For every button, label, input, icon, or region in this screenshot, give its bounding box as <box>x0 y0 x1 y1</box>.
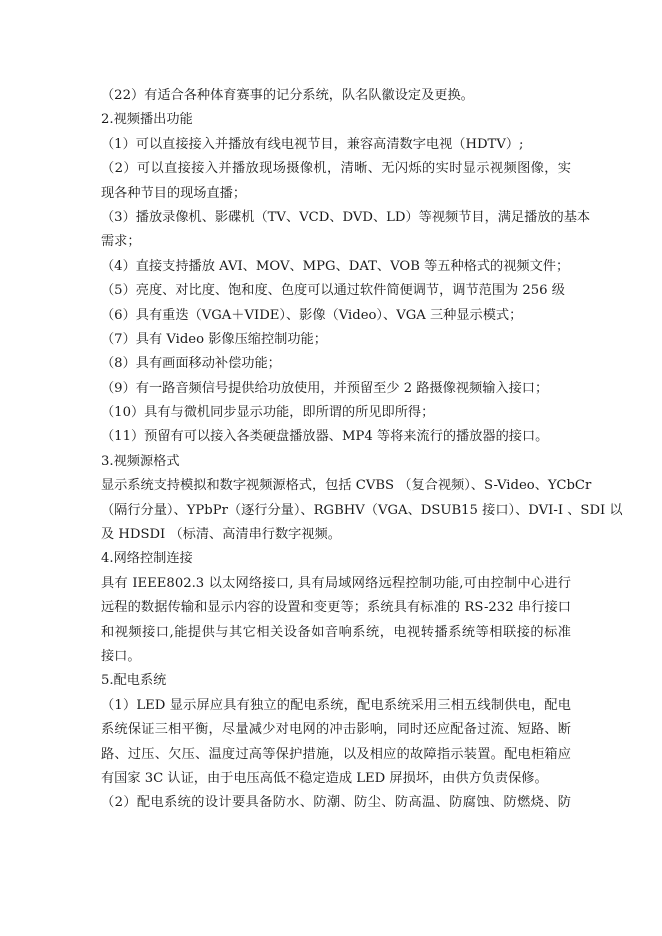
list-item: （2）可以直接接入并播放现场摄像机，清晰、无闪烁的实时显示视频图像，实 <box>101 161 571 177</box>
list-item: （11）预留有可以接入各类硬盘播放器、MP4 等将来流行的播放器的接口。 <box>101 429 549 445</box>
section-heading: 2.视频播出功能 <box>101 112 193 128</box>
list-item: （6）具有重迭（VGA＋VIDE）、影像（Video）、VGA 三种显示模式； <box>101 307 523 323</box>
paragraph-line: 具有 IEEE802.3 以太网络接口, 具有局域网络远程控制功能,可由控制中心进行 <box>101 575 571 591</box>
list-item: （7）具有 Video 影像压缩控制功能； <box>101 331 327 347</box>
paragraph-line: 有国家 3C 认证，由于电压高低不稳定造成 LED 屏损坏，由供方负责保修。 <box>101 770 548 786</box>
paragraph-line: 远程的数据传输和显示内容的设置和变更等；系统具有标准的 RS-232 串行接口 <box>101 600 571 616</box>
list-item: （1）可以直接接入并播放有线电视节目，兼容高清数字电视（HDTV）; <box>101 136 524 152</box>
list-item: （3）播放录像机、影碟机（TV、VCD、DVD、LD）等视频节目，满足播放的基本 <box>101 209 591 225</box>
list-item: （22）有适合各种体育赛事的记分系统，队名队徽设定及更换。 <box>101 88 474 103</box>
paragraph-line: 接口。 <box>101 648 141 664</box>
list-item: （2）配电系统的设计要具备防水、防潮、防尘、防高温、防腐蚀、防燃烧、防 <box>101 795 571 811</box>
paragraph-line: 系统保证三相平衡，尽量减少对电网的冲击影响，同时还应配备过流、短路、断 <box>101 722 571 738</box>
paragraph-line: 和视频接口,能提供与其它相关设备如音响系统，电视转播系统等相联接的标准 <box>101 624 571 640</box>
section-heading: 3.视频源格式 <box>101 453 180 469</box>
paragraph-line: 及 HDSDI （标清、高清串行数字视频。 <box>101 527 341 543</box>
paragraph-line: 显示系统支持模拟和数字视频源格式，包括 CVBS （复合视频）、S-Video、YCbCr <box>101 478 592 494</box>
document-body <box>101 84 623 816</box>
list-item: （9）有一路音频信号提供给功放使用，并预留至少 2 路摄像视频输入接口； <box>101 380 549 396</box>
paragraph-line: 路、过压、欠压、温度过高等保护措施，以及相应的故障指示装置。配电柜箱应 <box>101 746 571 762</box>
list-item: （8）具有画面移动补偿功能； <box>101 356 281 372</box>
paragraph-line: （隔行分量）、YPbPr（逐行分量）、RGBHV（VGA、DSUB15 接口）、DVI-I 、SDI 以 <box>101 502 623 518</box>
section-heading: 4.网络控制连接 <box>101 551 193 567</box>
list-item: （4）直接支持播放 AVI、MOV、MPG、DAT、VOB 等五种格式的视频文件； <box>101 258 570 274</box>
list-item: （1）LED 显示屏应具有独立的配电系统，配电系统采用三相五线制供电，配电 <box>101 697 571 713</box>
list-item: （10）具有与微机同步显示功能，即所谓的所见即所得； <box>101 405 435 421</box>
list-item-continuation: 需求； <box>101 234 141 250</box>
section-heading: 5.配电系统 <box>101 673 167 689</box>
list-item: （5）亮度、对比度、饱和度、色度可以通过软件简便调节，调节范围为 256 级 <box>101 283 565 299</box>
list-item-continuation: 现各种节目的现场直播； <box>101 185 247 201</box>
